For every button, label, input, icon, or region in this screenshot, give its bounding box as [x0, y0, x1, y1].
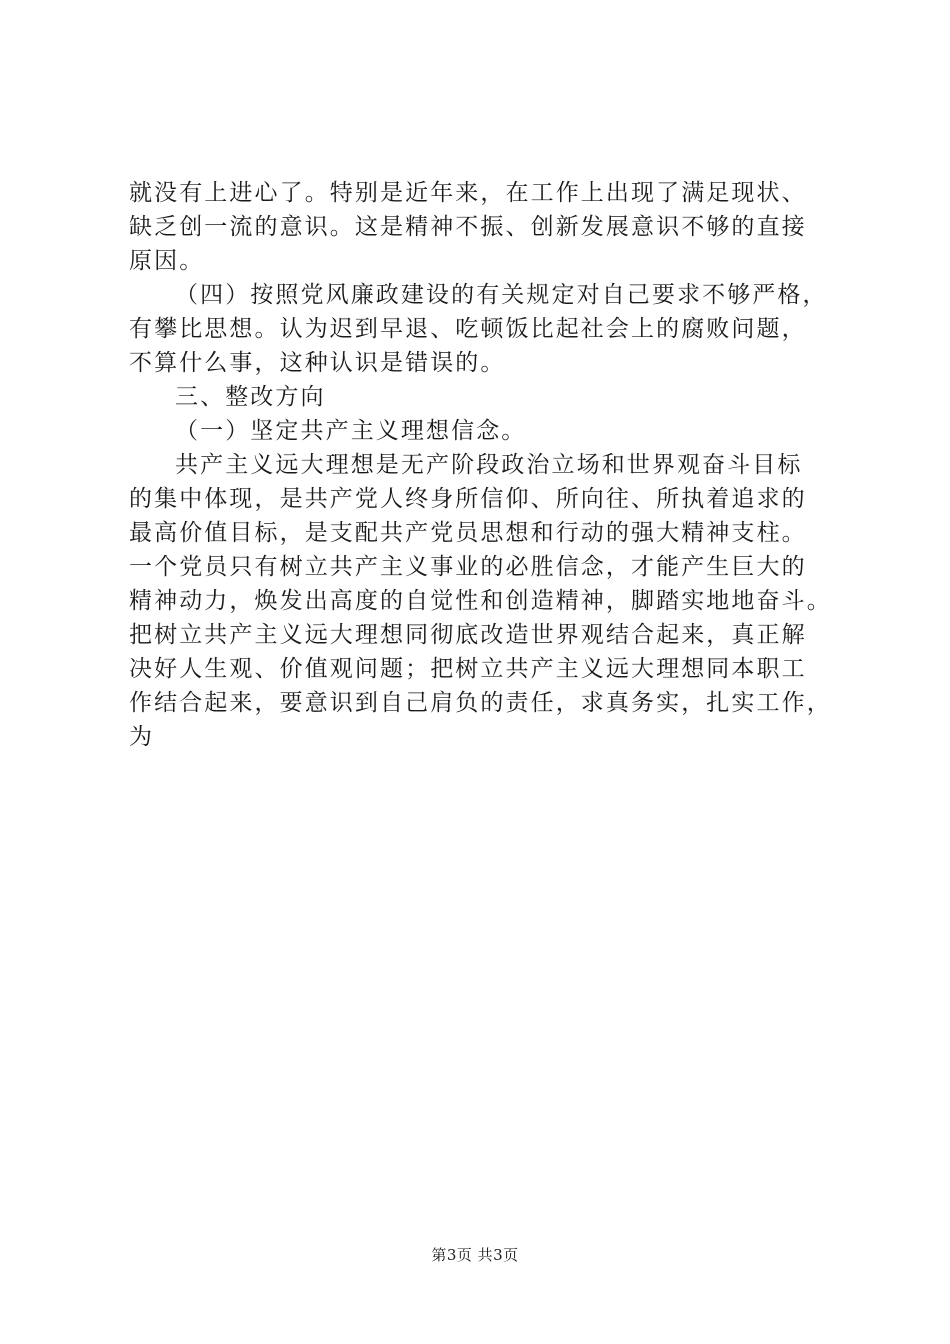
document-body — [129, 176, 839, 754]
paragraph-line: 为 — [129, 724, 155, 750]
page-number-footer: 第3页 共3页 — [431, 1246, 519, 1264]
subsection-heading: （一）坚定共产主义理想信念。 — [175, 418, 527, 444]
paragraph-line: 精神动力，焕发出高度的自觉性和创造精神，脚踏实地地奋斗。 — [129, 588, 832, 614]
paragraph-line: 原因。 — [129, 248, 205, 274]
paragraph-line: 把树立共产主义远大理想同彻底改造世界观结合起来，真正解 — [129, 622, 807, 648]
paragraph-line: 有攀比思想。认为迟到早退、吃顿饭比起社会上的腐败问题， — [129, 316, 807, 342]
paragraph-line: 决好人生观、价值观问题；把树立共产主义远大理想同本职工 — [129, 656, 807, 682]
paragraph-line: （四）按照党风廉政建设的有关规定对自己要求不够严格， — [175, 282, 828, 308]
paragraph-line: 就没有上进心了。特别是近年来，在工作上出现了满足现状、 — [129, 180, 807, 206]
paragraph-line: 不算什么事，这种认识是错误的。 — [129, 350, 506, 376]
paragraph-line: 的集中体现，是共产党人终身所信仰、所向往、所执着追求的 — [129, 486, 807, 512]
paragraph-line: 作结合起来，要意识到自己肩负的责任，求真务实，扎实工作， — [129, 690, 832, 716]
paragraph-line: 缺乏创一流的意识。这是精神不振、创新发展意识不够的直接 — [129, 214, 807, 240]
paragraph-line: 最高价值目标，是支配共产党员思想和行动的强大精神支柱。 — [129, 520, 807, 546]
paragraph-line: 共产主义远大理想是无产阶段政治立场和世界观奋斗目标 — [175, 452, 803, 478]
paragraph-line: 一个党员只有树立共产主义事业的必胜信念，才能产生巨大的 — [129, 554, 807, 580]
section-heading: 三、整改方向 — [175, 384, 326, 410]
